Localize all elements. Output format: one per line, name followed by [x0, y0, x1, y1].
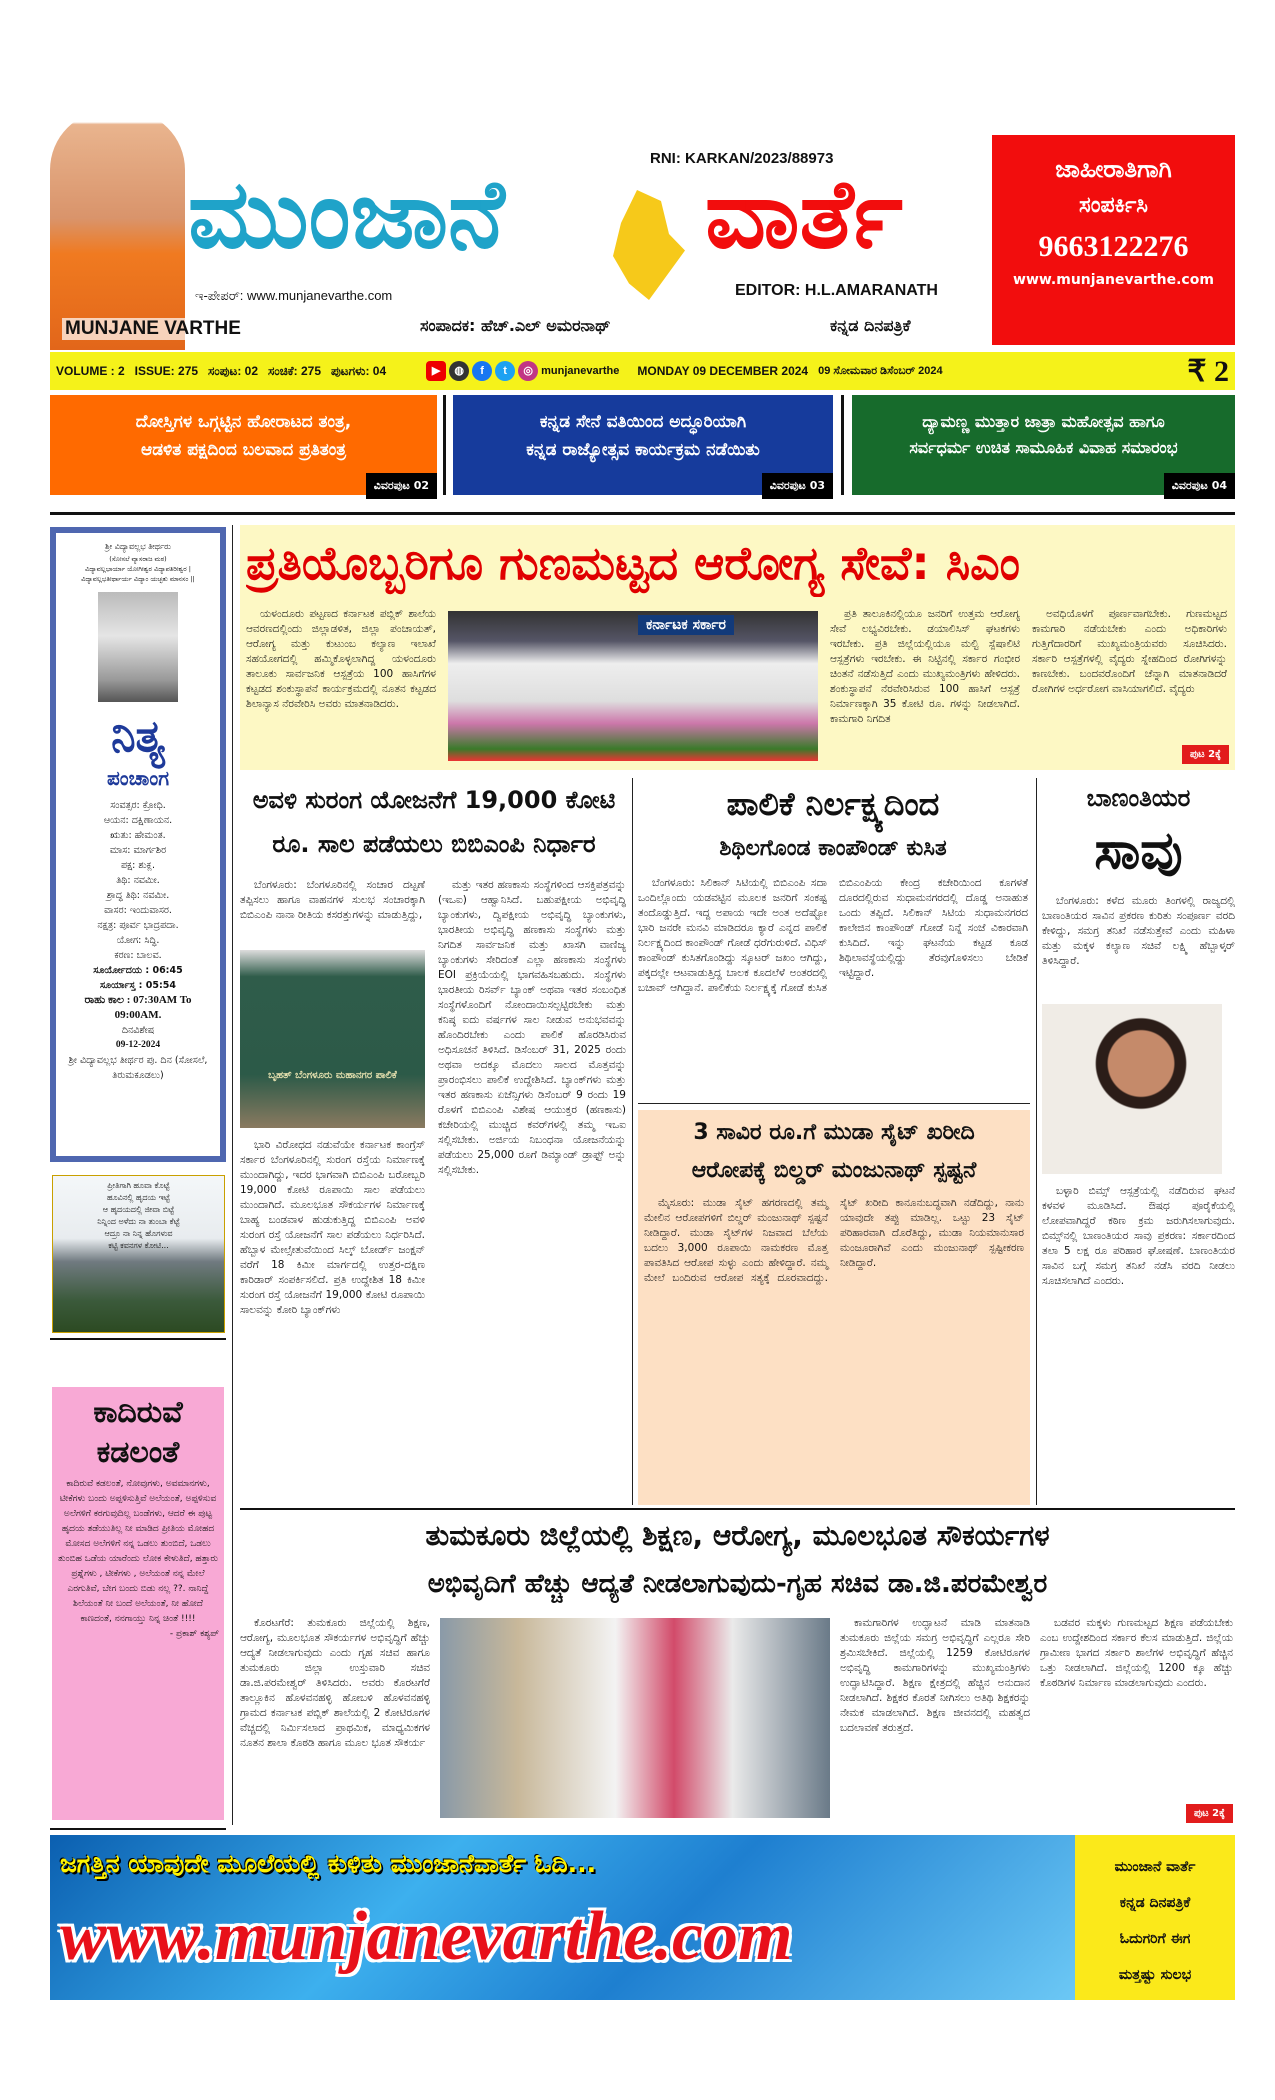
pages: ಪುಟಗಳು: 04	[331, 363, 387, 378]
divider	[443, 395, 446, 495]
volume: VOLUME : 2	[56, 364, 125, 378]
ad-line1: ಜಾಹೀರಾತಿಗಾಗಿ	[1055, 155, 1172, 183]
story-banantiyara	[1042, 778, 1235, 1503]
panchanga-line: ಪಕ್ಷ: ಶುಕ್ಲ.	[120, 860, 156, 871]
facebook-icon[interactable]: f	[472, 361, 492, 381]
muda-headline2[interactable]: ಆರೋಪಕ್ಕೆ ಬಿಲ್ಡರ್ ಮಂಜುನಾಥ್ ಸ್ಪಷ್ಟನೆ	[691, 1158, 977, 1183]
divider	[50, 1338, 226, 1340]
photo-banner-text: ಕರ್ನಾಟಕ ಸರ್ಕಾರ	[638, 615, 734, 635]
tumakuru-body-col3: ಬಡವರ ಮಕ್ಕಳು ಗುಣಮಟ್ಟದ ಶಿಕ್ಷಣ ಪಡೆಯಬೇಕು ಎಂಬ ಉದ್ದೇಶದಿಂದ ಸರ್ಕಾರ ಕೆಲಸ ಮಾಡುತ್ತಿದೆ. ಜಿಲ್ಲೆಯ ಗ್ರಾಮೀಣ ಭಾಗದ ಸರ್ಕಾರಿ ಶಾಲೆಗಳ ಅಭಿವೃದ್ಧಿಗೆ ಹೆಚ್ಚಿನ ಒತ್ತು ನೀಡಲಾಗಿದೆ. ಜಿಲ್ಲೆಯಲ್ಲಿ 1200 ಕ್ಕೂ ಹೆಚ್ಚು ಕೊಠಡಿಗಳ ನಿರ್ಮಾಣ ಮಾಡಲಾಗುವುದು ಎಂದರು.	[1040, 1617, 1233, 1689]
rahukala: ರಾಹು ಕಾಲ : 07:30AM To 09:00AM.	[84, 994, 192, 1021]
panchanga-title2: ಪಂಚಾಂಗ	[106, 766, 170, 790]
continued-tag[interactable]: ಪುಟ 2ಕ್ಕೆ	[1182, 745, 1229, 764]
banner-side-box: ಮುಂಜಾನೆ ವಾರ್ತೆ ಕನ್ನಡ ದಿನಪತ್ರಿಕೆ ಓದುಗರಿಗೆ ಈಗ ಮತ್ತಷ್ಟು ಸುಲಭ	[1075, 1835, 1235, 2000]
sunrise: ಸೂರ್ಯೋದಯ : 06:45	[93, 965, 183, 976]
avali-headline1[interactable]: ಅವಳಿ ಸುರಂಗ ಯೋಜನೆಗೆ 19,000 ಕೋಟಿ	[252, 786, 616, 814]
editor-en: EDITOR: H.L.AMARANATH	[735, 282, 938, 299]
avali-body-col2: ಮತ್ತು ಇತರ ಹಣಕಾಸು ಸಂಸ್ಥೆಗಳಿಂದ ಆಸಕ್ತಿಪತ್ರವನ್ನು (ಇಒಐ) ಆಹ್ವಾನಿಸಿದೆ. ಬಹುಪಕ್ಷೀಯ ಅಭಿವೃದ್ಧಿ ಬ್ಯಾಂಕುಗಳು, ದ್ವಿಪಕ್ಷೀಯ ಅಭಿವೃದ್ಧಿ ಬ್ಯಾಂಕುಗಳು, ಭಾರತೀಯ ಅಭಿವೃದ್ಧಿ ಹಣಕಾಸು ಸಂಸ್ಥೆಗಳು ಮತ್ತು ನಿಗದಿತ ಸಾರ್ವಜನಿಕ ಮತ್ತು ಖಾಸಗಿ ವಾಣಿಜ್ಯ ಬ್ಯಾಂಕುಗಳು ಸೇರಿದಂತೆ ಎಲ್ಲಾ ಹಣಕಾಸು ಸಂಸ್ಥೆಗಳು EOI ಪ್ರಕ್ರಿಯೆಯಲ್ಲಿ ಭಾಗವಹಿಸಬಹುದು. ಸಂಸ್ಥೆಗಳು ಭಾರತೀಯ ರಿಸರ್ವ್ ಬ್ಯಾಂಕ್ ಅಥವಾ ಇತರ ಸಂಬಂಧಿತ ಸಂಸ್ಥೆಗಳೊಂದಿಗೆ ನೋಂದಾಯಿಸಲ್ಪಟ್ಟಿರಬೇಕು ಮತ್ತು ಕನಿಷ್ಠ ಐದು ವರ್ಷಗಳ ಸಾಲ ನೀಡುವ ಅನುಭವವನ್ನು ಹೊಂದಿರಬೇಕು ಎಂದು ಪಾಲಿಕೆ ಹೊರಡಿಸಿರುವ ಅಧಿಸೂಚನೆ ತಿಳಿಸಿದೆ. ಡಿಸೆಂಬರ್ 31, 2025 ರಂದು ಅಥವಾ ಅದಕ್ಕೂ ಮೊದಲು ಸಾಲದ ಮೊತ್ತವನ್ನು ಪ್ರಾರಂಭಿಸಲು ಪಾಲಿಕೆ ಉದ್ದೇಶಿಸಿದೆ. ಬ್ಯಾಂಕ್‌ಗಳು ಮತ್ತು ಇತರ ಹಣಕಾಸು ಏಜೆನ್ಸಿಗಳು ಡಿಸೆಂಬರ್ 9 ರಂದು 19 ರೊಳಗೆ ಬಿಬಿಎಂಪಿ ವಿಶೇಷ ಆಯುಕ್ತರ (ಹಣಕಾಸು) ಕಚೇರಿಯಲ್ಲಿ ಮುಚ್ಚಿದ ಕವರ್‌ಗಳಲ್ಲಿ ತಮ್ಮ ಇಒಐ ಸಲ್ಲಿಸಬೇಕು. ಅರ್ಜಿಯ ನಿಬಂಧನಾ ಯೋಜನೆಯನ್ನು ಪಡೆಯಲು 25,000 ರೂಗೆ ಡಿಮ್ಯಾಂಡ್ ಡ್ರಾಫ್ಟ್ ಅನ್ನು ಸಲ್ಲಿಸಬೇಕು.	[438, 879, 626, 1176]
column-rule	[232, 525, 233, 1825]
saint-memorial-photo	[98, 592, 178, 702]
panchanga-date: 09-12-2024	[115, 1040, 161, 1050]
epaper-link[interactable]: ಇ-ಪೇಪರ್: www.munjanevarthe.com	[195, 288, 393, 303]
divider	[841, 395, 844, 495]
karnataka-map-emblem	[605, 190, 685, 300]
globe-icon[interactable]: ◍	[449, 361, 469, 381]
panchanga-line: ಯೋಗ: ಸಿದ್ಧಿ.	[116, 935, 160, 946]
divider	[240, 1508, 1235, 1510]
lead-headline[interactable]: ಪ್ರತಿಯೊಬ್ಬರಿಗೂ ಗುಣಮಟ್ಟದ ಆರೋಗ್ಯ ಸೇವೆ: ಸಿಎಂ	[246, 536, 1021, 590]
panchanga-line: ಮಾಸ: ಮಾರ್ಗಶಿರ	[109, 845, 167, 856]
bbmp-office-photo	[240, 950, 425, 1128]
instagram-icon[interactable]: ◎	[518, 361, 538, 381]
inauguration-photo	[440, 1618, 830, 1818]
rni-number: RNI: KARKAN/2023/88973	[650, 150, 834, 167]
date-kn: 09 ಸೋಮವಾರ ಡಿಸೆಂಬರ್ 2024	[818, 364, 943, 377]
tagline: ಕನ್ನಡ ದಿನಪತ್ರಿಕೆ	[830, 316, 911, 335]
avali-intro: ಬೆಂಗಳೂರು: ಬೆಂಗಳೂರಿನಲ್ಲಿ ಸಂಚಾರ ದಟ್ಟಣೆ ತಪ್ಪಿಸಲು ಹಾಗೂ ವಾಹನಗಳ ಸುಲಭ ಸಂಚಾರಕ್ಕಾಗಿ ಬಿಬಿಎಂಪಿ ನಾನಾ ರೀತಿಯ ಕಸರತ್ತುಗಳನ್ನು ಮಾಡುತ್ತಿದ್ದು,	[240, 879, 425, 921]
logo-title-part1: ಮುಂಜಾನೆ	[188, 160, 505, 270]
minister-photo	[1042, 1004, 1222, 1174]
sunset: ಸೂರ್ಯಾಸ್ತ : 05:54	[99, 980, 177, 991]
price: ₹ 2	[1187, 354, 1229, 388]
panchanga-line: ಋತು: ಹೇಮಂತ.	[110, 830, 166, 841]
teaser-page-tag: ವಿವರಪುಟ 02	[366, 473, 437, 499]
ad-line2: ಸಂಪರ್ಕಿಸಿ	[1079, 193, 1148, 218]
website-banner[interactable]	[50, 1835, 1075, 2000]
teaser-2[interactable]: ಕನ್ನಡ ಸೇನೆ ವತಿಯಿಂದ ಅದ್ಧೂರಿಯಾಗಿ ಕನ್ನಡ ರಾಜ್ಯೋತ್ಸವ ಕಾರ್ಯಕ್ರಮ ನಡೆಯಿತು ವಿವರಪುಟ 03	[453, 395, 833, 495]
teaser-3[interactable]: ದ್ಯಾಮಣ್ಣ ಮುತ್ತಾರ ಜಾತ್ರಾ ಮಹೋತ್ಸವ ಹಾಗೂ ಸರ್ವಧರ್ಮ ಉಚಿತ ಸಾಮೂಹಿಕ ವಿವಾಹ ಸಮಾರಂಭ ವಿವರಪುಟ 04	[852, 395, 1235, 495]
ad-phone[interactable]: 9663122276	[1038, 230, 1189, 263]
cm-event-photo	[448, 611, 818, 761]
banner-slogan: ಜಗತ್ತಿನ ಯಾವುದೇ ಮೂಲೆಯಲ್ಲಿ ಕುಳಿತು ಮುಂಜಾನೆವಾರ್ತೆ ಓದಿ...	[60, 1849, 597, 1878]
poem-image: ಪ್ರೀತಿಗಾಗಿ ಹೂವಾ ಕೊಟ್ಟೆ ಹೂವಿನಲ್ಲಿ ಹೃದಯ ಇಟ್ಟೆ ಆ ಹೃದಯದಲ್ಲಿ ಜೀವಾ ಬಿಟ್ಟೆ ನಿನ್ನಿಂದ ಅಳೆದು ನಾ ತುಂಬಾ ಕೆಟ್ಟೆ ಆದ್ರೂ ನಾ ನಿನ್ನ ಹೊಗಳುವ ಕಟ್ಟಿ ಕವನಗಳ ಕೋಟಿ...	[52, 1175, 225, 1333]
editor-kn: ಸಂಪಾದಕ: ಹೆಚ್.ಎಲ್ ಅಮರನಾಥ್	[420, 316, 611, 335]
story-muda-site	[638, 1110, 1030, 1505]
panchanga-title1: ನಿತ್ಯ	[111, 711, 165, 762]
bbmp-sign-text: ಬೃಹತ್ ಬೆಂಗಳೂರು ಮಹಾನಗರ ಪಾಲಿಕೆ	[268, 1070, 397, 1081]
founder-portrait	[50, 110, 185, 350]
lead-body-col1: ಯಳಂದೂರು ಪಟ್ಟಣದ ಕರ್ನಾಟಕ ಪಬ್ಲಿಕ್ ಶಾಲೆಯ ಆವರಣದಲ್ಲಿಂದು ಜಿಲ್ಲಾಡಳಿತ, ಜಿಲ್ಲಾ ಪಂಚಾಯತ್, ಆರೋಗ್ಯ ಮತ್ತು ಕುಟುಂಬ ಕಲ್ಯಾಣ ಇಲಾಖೆ ಸಹಯೋಗದಲ್ಲಿ ಹಮ್ಮಿಕೊಳ್ಳಲಾಗಿದ್ದ ಯಳಂದೂರು ತಾಲೂಕು ಸಾರ್ವಜನಿಕ ಆಸ್ಪತ್ರೆಯ 100 ಹಾಸಿಗೆಗಳ ಕಟ್ಟಡದ ಶಂಕುಸ್ಥಾಪನೆ ಕಾರ್ಯಕ್ರಮದಲ್ಲಿ ನೂತನ ಕಟ್ಟಡದ ಶಿಲಾನ್ಯಾಸ ನೆರವೇರಿಸಿ ಅವರು ಮಾತನಾಡಿದರು.	[246, 608, 436, 710]
story-avali	[240, 778, 628, 1503]
lead-story	[240, 525, 1235, 770]
banantiyara-headline2[interactable]: ಸಾವು	[1094, 821, 1183, 881]
teaser-page-tag: ವಿವರಪುಟ 04	[1164, 473, 1235, 499]
column-rule	[1036, 778, 1037, 1505]
tumakuru-body-col1: ಕೊರಟಗೆರೆ: ತುಮಕೂರು ಜಿಲ್ಲೆಯಲ್ಲಿ ಶಿಕ್ಷಣ, ಆರೋಗ್ಯ, ಮೂಲಭೂತ ಸೌಕರ್ಯಗಳ ಅಭಿವೃದ್ಧಿಗೆ ಹೆಚ್ಚು ಆದ್ಯತೆ ನೀಡಲಾಗುವುದು ಎಂದು ಗೃಹ ಸಚಿವ ಹಾಗೂ ತುಮಕೂರು ಜಿಲ್ಲಾ ಉಸ್ತುವಾರಿ ಸಚಿವ ಡಾ.ಜಿ.ಪರಮೇಶ್ವರ್ ತಿಳಿಸಿದರು. ಅವರು ಕೊರಟಗೆರೆ ತಾಲ್ಲೂಕಿನ ಹೊಳವನಹಳ್ಳಿ ಹೋಬಳಿ ಹೊಳವನಹಳ್ಳಿ ಗ್ರಾಮದ ಕರ್ನಾಟಕ ಪಬ್ಲಿಕ್ ಶಾಲೆಯಲ್ಲಿ 2 ಕೋಟಿರೂಗಳ ವೆಚ್ಚದಲ್ಲಿ ನಿರ್ಮಿಸಲಾದ ಪ್ರಾಥಮಿಕ, ಮಾಧ್ಯಮಿಕಗಳ ನೂತನ ಶಾಲಾ ಕೊಠಡಿ ಹಾಗೂ ಮೂಲ ಭೂತ ಸೌಕರ್ಯ	[240, 1617, 430, 1749]
story-tumakuru	[240, 1512, 1235, 1827]
sanchike: ಸಂಚಿಕೆ: 275	[268, 363, 322, 378]
panchanga-line: ಶ್ರಾದ್ಧ ತಿಥಿ: ನವಮೀ.	[106, 890, 170, 901]
divider	[638, 1103, 1030, 1104]
youtube-icon[interactable]: ▶	[426, 361, 446, 381]
story-palike	[638, 778, 1028, 1098]
page-rule	[50, 512, 1235, 515]
column-rule	[632, 778, 633, 1505]
banantiyara-headline1[interactable]: ಬಾಣಂತಿಯರ	[1086, 784, 1191, 812]
advertise-contact-box	[992, 135, 1235, 345]
avali-body-col1: ಭಾರಿ ವಿರೋಧದ ನಡುವೆಯೇ ಕರ್ನಾಟಕ ಕಾಂಗ್ರೆಸ್ ಸರ್ಕಾರ ಬೆಂಗಳೂರಿನಲ್ಲಿ ಸುರಂಗ ರಸ್ತೆಯ ನಿರ್ಮಾಣಕ್ಕೆ ಮುಂದಾಗಿದ್ದು, ಇದರ ಭಾಗವಾಗಿ ಬಿಬಿಎಂಪಿ ಬರೋಬ್ಬರಿ 19,000 ಕೋಟಿ ರೂಪಾಯಿ ಸಾಲ ಪಡೆಯಲು ಮುಂದಾಗಿದೆ. ಮೂಲಭೂತ ಸೌಕರ್ಯಗಳ ನಿರ್ಮಾಣಕ್ಕೆ ಬಾಹ್ಯ ಬಂಡವಾಳ ಹುಡುಕುತ್ತಿದ್ದ ಬಿಬಿಎಂಪಿ ಅವಳಿ ಸುರಂಗ ರಸ್ತೆ ಯೋಜನೆಗೆ ಸಾಲ ಪಡೆಯಲು ನಿರ್ಧರಿಸಿದೆ. ಹೆಬ್ಬಾಳ ಮೇಲ್ಸೇತುವೆಯಿಂದ ಸಿಲ್ಕ್ ಬೋರ್ಡ್ ಜಂಕ್ಷನ್ ವರೆಗೆ 18 ಕಿಮೀ ಮಾರ್ಗದಲ್ಲಿ ಉತ್ತರ-ದಕ್ಷಿಣ ಕಾರಿಡಾರ್ ಸಂಪರ್ಕಿಸಲಿದೆ. ಪ್ರತಿ ಉದ್ದೇಶಿತ 18 ಕಿಮೀ ಸುರಂಗ ರಸ್ತೆ ಯೋಜನೆಗೆ 19,000 ಕೋಟಿ ರೂಪಾಯಿ ಸಾಲವನ್ನು ಕೋರಿ ಬ್ಯಾಂಕ್‌ಗಳು	[240, 1139, 425, 1316]
social-handle[interactable]: munjanevarthe	[541, 365, 620, 377]
panchanga-line: ಕರಣ: ಬಾಲವ.	[114, 950, 162, 961]
logo-title-part2: ವಾರ್ತೆ	[705, 160, 903, 270]
lead-body-col3: ಅವಧಿಯೊಳಗೆ ಪೂರ್ಣವಾಗಬೇಕು. ಗುಣಮಟ್ಟದ ಕಾಮಗಾರಿ ನಡೆಯಬೇಕು ಎಂದು ಅಧಿಕಾರಿಗಳು ಗುತ್ತಿಗೆದಾರರಿಗೆ ಮುಖ್ಯಮಂತ್ರಿಯವರು ಸೂಚಿಸಿದರು. ಸರ್ಕಾರಿ ಆಸ್ಪತ್ರೆಗಳಲ್ಲಿ ವೈದ್ಯರು ಸ್ನೇಹದಿಂದ ರೋಗಿಗಳನ್ನು ಕಾಣಬೇಕು. ಬಂದವರೊಂದಿಗೆ ಚೆನ್ನಾಗಿ ಮಾತನಾಡಿದರೆ ರೋಗಿಗಳ ಅರ್ಧರೋಗ ವಾಸಿಯಾಗಲಿದೆ. ವೈದ್ಯರು	[1032, 608, 1227, 695]
palike-headline2[interactable]: ಶಿಥಿಲಗೊಂಡ ಕಾಂಪೌಂಡ್ ಕುಸಿತ	[719, 836, 947, 861]
banner-url[interactable]: www.munjanevarthe.com	[60, 1898, 793, 1975]
panchanga-line: ಆಯನ: ದಕ್ಷಿಣಾಯನ.	[103, 815, 173, 826]
info-bar	[50, 352, 1235, 390]
poem-author: - ಪ್ರಕಾಶ್ ಕಶ್ಯಪ್	[169, 1629, 219, 1639]
masthead-name-en: MUNJANE VARTHE	[62, 318, 244, 340]
issue: ISSUE: 275	[134, 364, 199, 378]
muda-headline1[interactable]: 3 ಸಾವಿರ ರೂ.ಗೆ ಮುಡಾ ಸೈಟ್ ಖರೀದಿ	[693, 1120, 975, 1145]
muda-body: ಮೈಸೂರು: ಮುಡಾ ಸೈಟ್ ಹಗರಣದಲ್ಲಿ ತಮ್ಮ ಮೇಲಿನ ಆರೋಪಗಳಿಗೆ ಬಿಲ್ಡರ್ ಮಂಜುನಾಥ್ ಸ್ಪಷ್ಟನೆ ನೀಡಿದ್ದಾರೆ. ಮುಡಾ ಸೈಟ್‌ಗಳ ನಿಜವಾದ ಬೆಲೆಯ ಬದಲು 3,000 ರೂಪಾಯಿ ನಾಮಕರಣ ಮೊತ್ತ ಪಾವತಿಸಿದ ಆರೋಪ ಸುಳ್ಳು ಎಂದು ಹೇಳಿದ್ದಾರೆ. ನಮ್ಮ ಮೇಲೆ ಬಂದಿರುವ ಆರೋಪ ಸತ್ಯಕ್ಕೆ ದೂರವಾದದ್ದು. ಸೈಟ್ ಖರೀದಿ ಕಾನೂನುಬದ್ಧವಾಗಿ ನಡೆದಿದ್ದು, ನಾನು ಯಾವುದೇ ತಪ್ಪು ಮಾಡಿಲ್ಲ. ಒಟ್ಟು 23 ಸೈಟ್ ಪರಿಹಾರವಾಗಿ ದೊರೆತಿದ್ದು, ಮುಡಾ ನಿಯಮಾನುಸಾರ ಮಂಜೂರಾಗಿವೆ ಎಂದು ಮಂಜುನಾಥ್ ಸ್ಪಷ್ಟೀಕರಣ ನೀಡಿದ್ದಾರೆ.	[644, 1197, 1024, 1284]
divider	[50, 1828, 226, 1830]
teaser-1[interactable]: ದೋಸ್ತಿಗಳ ಒಗ್ಗಟ್ಟಿನ ಹೋರಾಟದ ತಂತ್ರ, ಆಡಳಿತ ಪಕ್ಷದಿಂದ ಬಲವಾದ ಪ್ರತಿತಂತ್ರ ವಿವರಪುಟ 02	[50, 395, 437, 495]
continued-tag[interactable]: ಪುಟ 2ಕ್ಕೆ	[1186, 1804, 1233, 1823]
panchanga-line: ವಾಸರ: ಇಂದುವಾಸರ.	[104, 905, 172, 916]
panchanga-line: ಸಂವತ್ಸರ: ಕ್ರೋಧಿ.	[110, 800, 166, 811]
palike-headline1[interactable]: ಪಾಲಿಕೆ ನಿರ್ಲಕ್ಷ್ಯದಿಂದ	[726, 785, 940, 823]
poem-box	[52, 1387, 224, 1820]
panchanga-line: ನಕ್ಷತ್ರ: ಪೂರ್ವ ಭಾದ್ರಪದಾ.	[97, 920, 179, 931]
samputa: ಸಂಪುಟ: 02	[208, 363, 259, 378]
panchanga-box: ಶ್ರೀ ವಿದ್ಯಾವಲ್ಲಭ ತೀರ್ಥರು (ಸೋಸಲೆ ವ್ಯಾಸರಾಜ ಮಠ) ವಿದ್ಯಾವಲ್ಲಭಾರ್ಯಾ ಯೋಗೀಶ್ವರ ವಿದ್ಯಾಪತಿರೀಶ್ವರ | ವಿದ್ಯಾವಲ್ಲಭತೀರ್ಥಾರ್ಯ ವಿದ್ಯಾಂ ಯಚ್ಛತು ಮಾನಸಂ || ನಿತ್ಯ ಪಂಚಾಂಗ ಸಂವತ್ಸರ: ಕ್ರೋಧಿ. ಆಯನ: ದಕ್ಷಿಣಾಯನ. ಋತು: ಹೇಮಂತ. ಮಾಸ: ಮಾರ್ಗಶಿರ ಪಕ್ಷ: ಶುಕ್ಲ. ತಿಥಿ: ನವಮೀ. ಶ್ರಾದ್ಧ ತಿಥಿ: ನವಮೀ. ವಾಸರ: ಇಂದುವಾಸರ. ನಕ್ಷತ್ರ: ಪೂರ್ವ ಭಾದ್ರಪದಾ. ಯೋಗ: ಸಿದ್ಧಿ. ಕರಣ: ಬಾಲವ. ಸೂರ್ಯೋದಯ : 06:45 ಸೂರ್ಯಾಸ್ತ : 05:54 ರಾಹು ಕಾಲ : 07:30AM To 09:00AM. ದಿನವಿಶೇಷ 09-12-2024 ಶ್ರೀ ವಿದ್ಯಾವಲ್ಲಭ ತೀರ್ಥರ ಪು. ದಿನ (ಸೋಸಲೆ, ತಿರುಮಕೂಡಲು)	[50, 527, 226, 1162]
panchanga-line: ತಿಥಿ: ನವಮೀ.	[116, 875, 160, 886]
palike-body: ಬೆಂಗಳೂರು: ಸಿಲಿಕಾನ್ ಸಿಟಿಯಲ್ಲಿ ಬಿಬಿಎಂಪಿ ಸದಾ ಒಂದಿಲ್ಲೊಂದು ಯಡವಟ್ಟಿನ ಮೂಲಕ ಜನರಿಗೆ ಸಂಕಷ್ಟ ತಂದೊಡ್ಡುತ್ತಿದೆ. ಇದ್ದ ಅಪಾಯ ಇದೇ ಅಂತ ಅದೆಷ್ಟೋ ಭಾರಿ ಜನರೇ ಮನವಿ ಮಾಡಿದರೂ ಕ್ಯಾರೆ ಎನ್ನದ ಪಾಲಿಕೆ ನಿರ್ಲಕ್ಷ್ಯದಿಂದ ಕಾಂಪೌಂಡ್ ಗೋಡೆ ಧರೆಗುರುಳಿದೆ. ವಿಧಿಸ್ ಕಾಂಪೌಂಡ್ ಕುಸಿತಗೊಂಡಿದ್ದು ಸ್ಕೂಟರ್ ಜಖಂ ಆಗಿದ್ದು, ಪಕ್ಕದಲ್ಲೇ ಆಟವಾಡುತ್ತಿದ್ದ ಬಾಲಕ ಕೂದಲೆಳೆ ಅಂತರದಲ್ಲಿ ಬಚಾವ್ ಆಗಿದ್ದಾನೆ. ಪಾಲಿಕೆಯ ನಿರ್ಲಕ್ಷ್ಯಕ್ಕೆ ಗೋಡೆ ಕುಸಿತ ಬಿಬಿಎಂಪಿಯ ಕೇಂದ್ರ ಕಚೇರಿಯಿಂದ ಕೂಗಳತೆ ದೂರದಲ್ಲಿರುವ ಸುಧಾಮನಗರದಲ್ಲಿ ದೊಡ್ಡ ಅನಾಹುತ ಒಂದು ತಪ್ಪಿದೆ. ಸಿಲಿಕಾನ್ ಸಿಟಿಯ ಸುಧಾಮನಗರದ ಕಾಲೇಜಿನ ಕಾಂಪೌಂಡ್ ಗೋಡೆ ನಿನ್ನೆ ಸಂಜೆ ವಿಕಾರವಾಗಿ ಕುಸಿದಿದೆ. ಇನ್ನು ಘಟನೆಯ ಕಟ್ಟಡ ಕೂಡ ಶಿಥಿಲಾವಸ್ಥೆಯಲ್ಲಿದ್ದು ತೆರವುಗೊಳಿಸಲು ಬೇಡಿಕೆ ಇಟ್ಟಿದ್ದಾರೆ.	[638, 877, 1028, 994]
teaser-page-tag: ವಿವರಪುಟ 03	[762, 473, 833, 499]
poem-title2: ಕಡಲಂತೆ	[96, 1435, 180, 1470]
banantiyara-intro: ಬೆಂಗಳೂರು: ಕಳೆದ ಮೂರು ತಿಂಗಳಲ್ಲಿ ರಾಜ್ಯದಲ್ಲಿ ಬಾಣಂತಿಯರ ಸಾವಿನ ಪ್ರಕರಣ ಕುರಿತು ಸಂಪೂರ್ಣ ವರದಿ ಕೇಳಿದ್ದು, ಸಮಗ್ರ ತನಿಖೆ ನಡೆಸುತ್ತೇವೆ ಎಂದು ಮಹಿಳಾ ಮತ್ತು ಮಕ್ಕಳ ಕಲ್ಯಾಣ ಸಚಿವೆ ಲಕ್ಷ್ಮಿ ಹೆಬ್ಬಾಳ್ಕರ್ ತಿಳಿಸಿದ್ದಾರೆ.	[1042, 895, 1235, 967]
tumakuru-headline2[interactable]: ಅಭಿವೃದಿಗೆ ಹೆಚ್ಚು ಆದ್ಯತೆ ನೀಡಲಾಗುವುದು-ಗೃಹ ಸಚಿವ ಡಾ.ಜಿ.ಪರಮೇಶ್ವರ	[427, 1569, 1048, 1599]
poem-body: ಕಾದಿರುವೆ ಕಡಲಂತೆ, ನೋವುಗಳು, ಅವಮಾನಗಳು, ಟೀಕೆಗಳು ಬಂದು ಅಪ್ಪಳಿಸುತ್ತಿವೆ ಅಲೆಯಂತೆ, ಅಪ್ಪಳಿಸುವ ಅಲೆಗಳಿಗೆ ಕರಗುವುದಿಲ್ಲ ಬಂಡೆಗಳು, ಆದರೆ ಈ ಪುಟ್ಟ ಹೃದಯ ತಡೆಯುತಿಲ್ಲ ನೀ ಮಾಡಿದ ಪ್ರೀತಿಯ ಮೋಹದ ಮೋಸದ ಅಲೆಗಳಿಗೆ ನನ್ನ ಒಡಲು ತುಂಬಿದೆ, ಒಡಲು ತುಂಬಿಹ ಒಡೆಯ ಯಾರೆಂದು ಲೋಕ ಕೇಳುತಿದೆ, ಹತ್ತಾರು ಪ್ರಶ್ನೆಗಳು , ಟೀಕೆಗಳು , ಅಲೆಯಂತೆ ನನ್ನ ಮೇಲೆ ಎರಗುತಿವೆ, ಬೇಗ ಬಂದು ಬಿಡು ನಲ್ಲ ??. ನಾನಿದ್ದೆ ಶಿಲೆಯಂತೆ ನೀ ಬಂದೆ ಅಲೆಯಂತೆ, ನೀ ಹೋದೆ ಕಾಣದಂತೆ, ನನಗಾಯ್ತು ನಿನ್ನ ಚಿಂತೆ !!!!	[57, 1479, 218, 1624]
avali-headline2[interactable]: ರೂ. ಸಾಲ ಪಡೆಯಲು ಬಿಬಿಎಂಪಿ ನಿರ್ಧಾರ	[272, 830, 596, 858]
banantiyara-body: ಬಳ್ಳಾರಿ ಬಿಮ್ಸ್ ಆಸ್ಪತ್ರೆಯಲ್ಲಿ ನಡೆದಿರುವ ಘಟನೆ ಕಳವಳ ಮೂಡಿಸಿದೆ. ಔಷಧ ಪೂರೈಕೆಯಲ್ಲಿ ಲೋಪವಾಗಿದ್ದರೆ ಕಠಿಣ ಕ್ರಮ ಜರುಗಿಸಲಾಗುವುದು. ಬಿಮ್ಸ್‌ನಲ್ಲಿ ಬಾಣಂತಿಯರ ಸಾವು ಪ್ರಕರಣ: ಸರ್ಕಾರದಿಂದ ತಲಾ 5 ಲಕ್ಷ ರೂ ಪರಿಹಾರ ಘೋಷಣೆ. ಬಾಣಂತಿಯರ ಸಾವಿನ ಬಗ್ಗೆ ಸಮಗ್ರ ತನಿಖೆ ನಡೆಸಿ ವರದಿ ನೀಡಲು ಸೂಚಿಸಲಾಗಿದೆ ಎಂದರು.	[1042, 1185, 1235, 1287]
special-day: ಶ್ರೀ ವಿದ್ಯಾವಲ್ಲಭ ತೀರ್ಥರ ಪು. ದಿನ (ಸೋಸಲೆ, ತಿರುಮಕೂಡಲು)	[68, 1055, 208, 1081]
ad-website[interactable]: www.munjanevarthe.com	[1013, 272, 1214, 288]
tumakuru-headline1[interactable]: ತುಮಕೂರು ಜಿಲ್ಲೆಯಲ್ಲಿ ಶಿಕ್ಷಣ, ಆರೋಗ್ಯ, ಮೂಲಭೂತ ಸೌಕರ್ಯಗಳ	[425, 1519, 1050, 1552]
lead-body-col2: ಪ್ರತಿ ತಾಲೂಕಿನಲ್ಲಿಯೂ ಜನರಿಗೆ ಉತ್ತಮ ಆರೋಗ್ಯ ಸೇವೆ ಲಭ್ಯವಿರಬೇಕು. ಡಯಾಲಿಸಿಸ್ ಘಟಕಗಳು ಇರಬೇಕು. ಪ್ರತಿ ಜಿಲ್ಲೆಯಲ್ಲಿಯೂ ಮಲ್ಟಿ ಸ್ಪೆಷಾಲಿಟಿ ಆಸ್ಪತ್ರೆಗಳು ಇರಬೇಕು. ಈ ನಿಟ್ಟಿನಲ್ಲಿ ಸರ್ಕಾರ ಗಂಭೀರ ಚಿಂತನೆ ನಡೆಸುತ್ತಿದೆ ಎಂದು ಮುಖ್ಯಮಂತ್ರಿಗಳು ಹೇಳಿದರು. ಶಂಕುಸ್ಥಾಪನೆ ನೆರವೇರಿಸಿರುವ 100 ಹಾಸಿಗೆ ಆಸ್ಪತ್ರೆ ನಿರ್ಮಾಣಕ್ಕಾಗಿ 35 ಕೋಟಿ ರೂ. ಗಳನ್ನು ನೀಡಲಾಗಿದೆ. ಕಾಮಗಾರಿ ನಿಗದಿತ	[830, 608, 1020, 725]
poem-title1: ಕಾದಿರುವೆ	[93, 1395, 183, 1430]
tumakuru-body-col2: ಕಾಮಗಾರಿಗಳ ಉದ್ಘಾಟನೆ ಮಾಡಿ ಮಾತನಾಡಿ ತುಮಕೂರು ಜಿಲ್ಲೆಯ ಸಮಗ್ರ ಅಭಿವೃದ್ಧಿಗೆ ಎಲ್ಲರೂ ಸೇರಿ ಶ್ರಮಿಸಬೇಕಿದೆ. ಜಿಲ್ಲೆಯಲ್ಲಿ 1259 ಕೋಟಿರೂಗಳ ಅಭಿವೃದ್ಧಿ ಕಾಮಗಾರಿಗಳನ್ನು ಮುಖ್ಯಮಂತ್ರಿಗಳು ಉದ್ಘಾಟಿಸಿದ್ದಾರೆ. ಶಿಕ್ಷಣ ಕ್ಷೇತ್ರದಲ್ಲಿ ಹೆಚ್ಚಿನ ಅನುದಾನ ನೀಡಲಾಗಿದೆ. ಶಿಕ್ಷಕರ ಕೊರತೆ ನೀಗಿಸಲು ಅತಿಥಿ ಶಿಕ್ಷಕರನ್ನು ನೇಮಕ ಮಾಡಲಾಗಿದೆ. ಶಿಕ್ಷಣ ಜೀವನದಲ್ಲಿ ಮಹತ್ವದ ಬದಲಾವಣೆ ತರುತ್ತದೆ.	[840, 1617, 1030, 1734]
date-en: MONDAY 09 DECEMBER 2024	[637, 364, 809, 378]
twitter-icon[interactable]: t	[495, 361, 515, 381]
dinavishesha: ದಿನವಿಶೇಷ	[121, 1025, 155, 1036]
